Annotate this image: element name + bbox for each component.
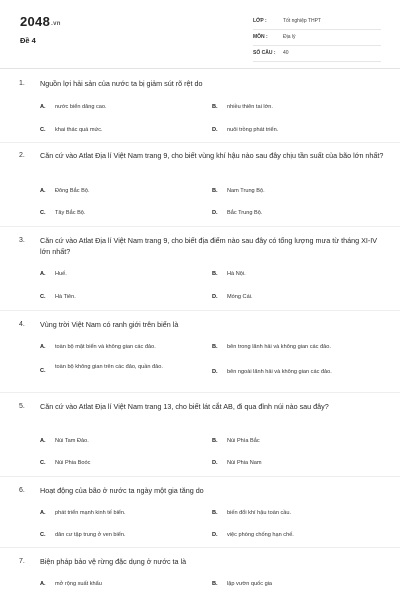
option-letter: B. bbox=[212, 510, 218, 516]
meta-class bbox=[253, 14, 381, 30]
option-letter: C. bbox=[40, 460, 46, 466]
option-text: Hà Tiên. bbox=[55, 294, 76, 300]
option-text: việc phòng chống hạn chế. bbox=[227, 532, 294, 538]
option-text: bên trong lãnh hải và không gian các đảo. bbox=[227, 344, 331, 350]
option-text: bên ngoài lãnh hải và không gian các đảo. bbox=[227, 369, 332, 375]
logo-main: 2048 bbox=[20, 14, 51, 29]
question-number: 4. bbox=[19, 321, 25, 328]
option-text: Đông Bắc Bộ. bbox=[55, 188, 90, 194]
option-letter: B. bbox=[212, 438, 218, 444]
option-letter: D. bbox=[212, 460, 218, 466]
option-text: Nam Trung Bộ. bbox=[227, 188, 265, 194]
option-text: khai thác quá mức. bbox=[55, 127, 103, 133]
option-text: lập vườn quốc gia bbox=[227, 581, 273, 587]
option-text: phát triển mạnh kinh tế biển. bbox=[55, 510, 126, 516]
meta-subject bbox=[253, 30, 381, 46]
option-text: Núi Tam Đảo. bbox=[55, 438, 89, 444]
option-text: Bắc Trung Bộ. bbox=[227, 210, 263, 216]
exam-title: Đề 4 bbox=[20, 36, 36, 45]
meta-class-value: Tốt nghiệp THPT bbox=[283, 18, 321, 24]
question-text: Căn cứ vào Atlat Địa lí Việt Nam trang 9, cho biết địa điểm nào sau đây có tổng lượng mưa từ tháng XI-IV lớn nhất? bbox=[40, 236, 378, 256]
option-text: Móng Cái. bbox=[227, 294, 253, 300]
question-number: 5. bbox=[19, 403, 25, 410]
question-number: 3. bbox=[19, 237, 25, 244]
question-divider bbox=[0, 310, 400, 311]
meta-subject-label: MÔN : bbox=[253, 34, 268, 40]
question-divider bbox=[0, 392, 400, 393]
option-letter: C. bbox=[40, 532, 46, 538]
option-letter: B. bbox=[212, 271, 218, 277]
option-letter: C. bbox=[40, 368, 46, 374]
option-letter: D. bbox=[212, 127, 218, 133]
meta-class-label: LỚP : bbox=[253, 18, 267, 24]
option-text: Núi Phia Boóc bbox=[55, 460, 91, 466]
option-letter: C. bbox=[40, 210, 46, 216]
option-letter: A. bbox=[40, 104, 46, 110]
question-number: 1. bbox=[19, 80, 25, 87]
option-letter: C. bbox=[40, 127, 46, 133]
option-text: Núi Phìa Bắc bbox=[227, 438, 260, 444]
option-letter: D. bbox=[212, 210, 218, 216]
question-divider bbox=[0, 476, 400, 477]
logo bbox=[20, 14, 61, 29]
meta-count-value: 40 bbox=[283, 50, 289, 56]
option-text: Tây Bắc Bộ. bbox=[55, 210, 86, 216]
option-letter: A. bbox=[40, 344, 46, 350]
question-number: 2. bbox=[19, 152, 25, 159]
option-text: nhiều thiên tai lớn. bbox=[227, 104, 273, 110]
option-text: nước biển dâng cao. bbox=[55, 104, 107, 110]
meta-count bbox=[253, 46, 381, 62]
option-letter: D. bbox=[212, 532, 218, 538]
option-letter: B. bbox=[212, 104, 218, 110]
option-letter: A. bbox=[40, 271, 46, 277]
header-divider bbox=[0, 68, 400, 69]
option-text: Hà Nội. bbox=[227, 271, 246, 277]
option-letter: A. bbox=[40, 510, 46, 516]
option-letter: A. bbox=[40, 581, 46, 587]
option-letter: A. bbox=[40, 438, 46, 444]
meta-count-label: SỐ CÂU : bbox=[253, 50, 276, 56]
option-text: biến đổi khí hậu toàn cầu. bbox=[227, 510, 292, 516]
question-divider bbox=[0, 226, 400, 227]
question-text: Căn cứ vào Atlat Địa lí Việt Nam trang 9, cho biết vùng khí hậu nào sau đây chịu tần suất của bão lớn nhất? bbox=[40, 151, 384, 160]
question-number: 7. bbox=[19, 558, 25, 565]
option-letter: B. bbox=[212, 581, 218, 587]
option-text: nuôi trồng phát triển. bbox=[227, 127, 279, 133]
question-text: Vùng trời Việt Nam có ranh giới trên biển là bbox=[40, 320, 179, 329]
option-text: dân cư tập trung ở ven biển. bbox=[55, 532, 126, 538]
question-text: Biện pháp bảo vệ rừng đặc dụng ở nước ta là bbox=[40, 557, 187, 566]
question-text: Hoạt động của bão ở nước ta ngày một gia tăng do bbox=[40, 486, 204, 495]
option-letter: B. bbox=[212, 188, 218, 194]
option-letter: C. bbox=[40, 294, 46, 300]
option-text: mở rộng xuất khẩu bbox=[55, 581, 102, 587]
question-number: 6. bbox=[19, 487, 25, 494]
option-letter: D. bbox=[212, 294, 218, 300]
option-text: Núi Phia Nam bbox=[227, 460, 262, 466]
option-letter: D. bbox=[212, 369, 218, 375]
question-divider bbox=[0, 142, 400, 143]
meta-subject-value: Địa lý bbox=[283, 34, 296, 40]
exam-header bbox=[0, 0, 400, 60]
option-text: Huế. bbox=[55, 271, 67, 277]
question-text: Nguồn lợi hải sản của nước ta bị giảm sút rõ rệt do bbox=[40, 79, 203, 88]
question-text: Căn cứ vào Atlat Địa lí Việt Nam trang 13, cho biết lát cắt AB, đi qua đỉnh núi nào sau đây? bbox=[40, 402, 329, 411]
option-text: toàn bộ mặt biển và không gian các đảo. bbox=[55, 344, 156, 350]
option-letter: B. bbox=[212, 344, 218, 350]
option-letter: A. bbox=[40, 188, 46, 194]
logo-suffix: .vn bbox=[51, 21, 61, 27]
question-divider bbox=[0, 547, 400, 548]
option-text: toàn bộ không gian trên các đảo, quần đảo. bbox=[55, 364, 163, 370]
